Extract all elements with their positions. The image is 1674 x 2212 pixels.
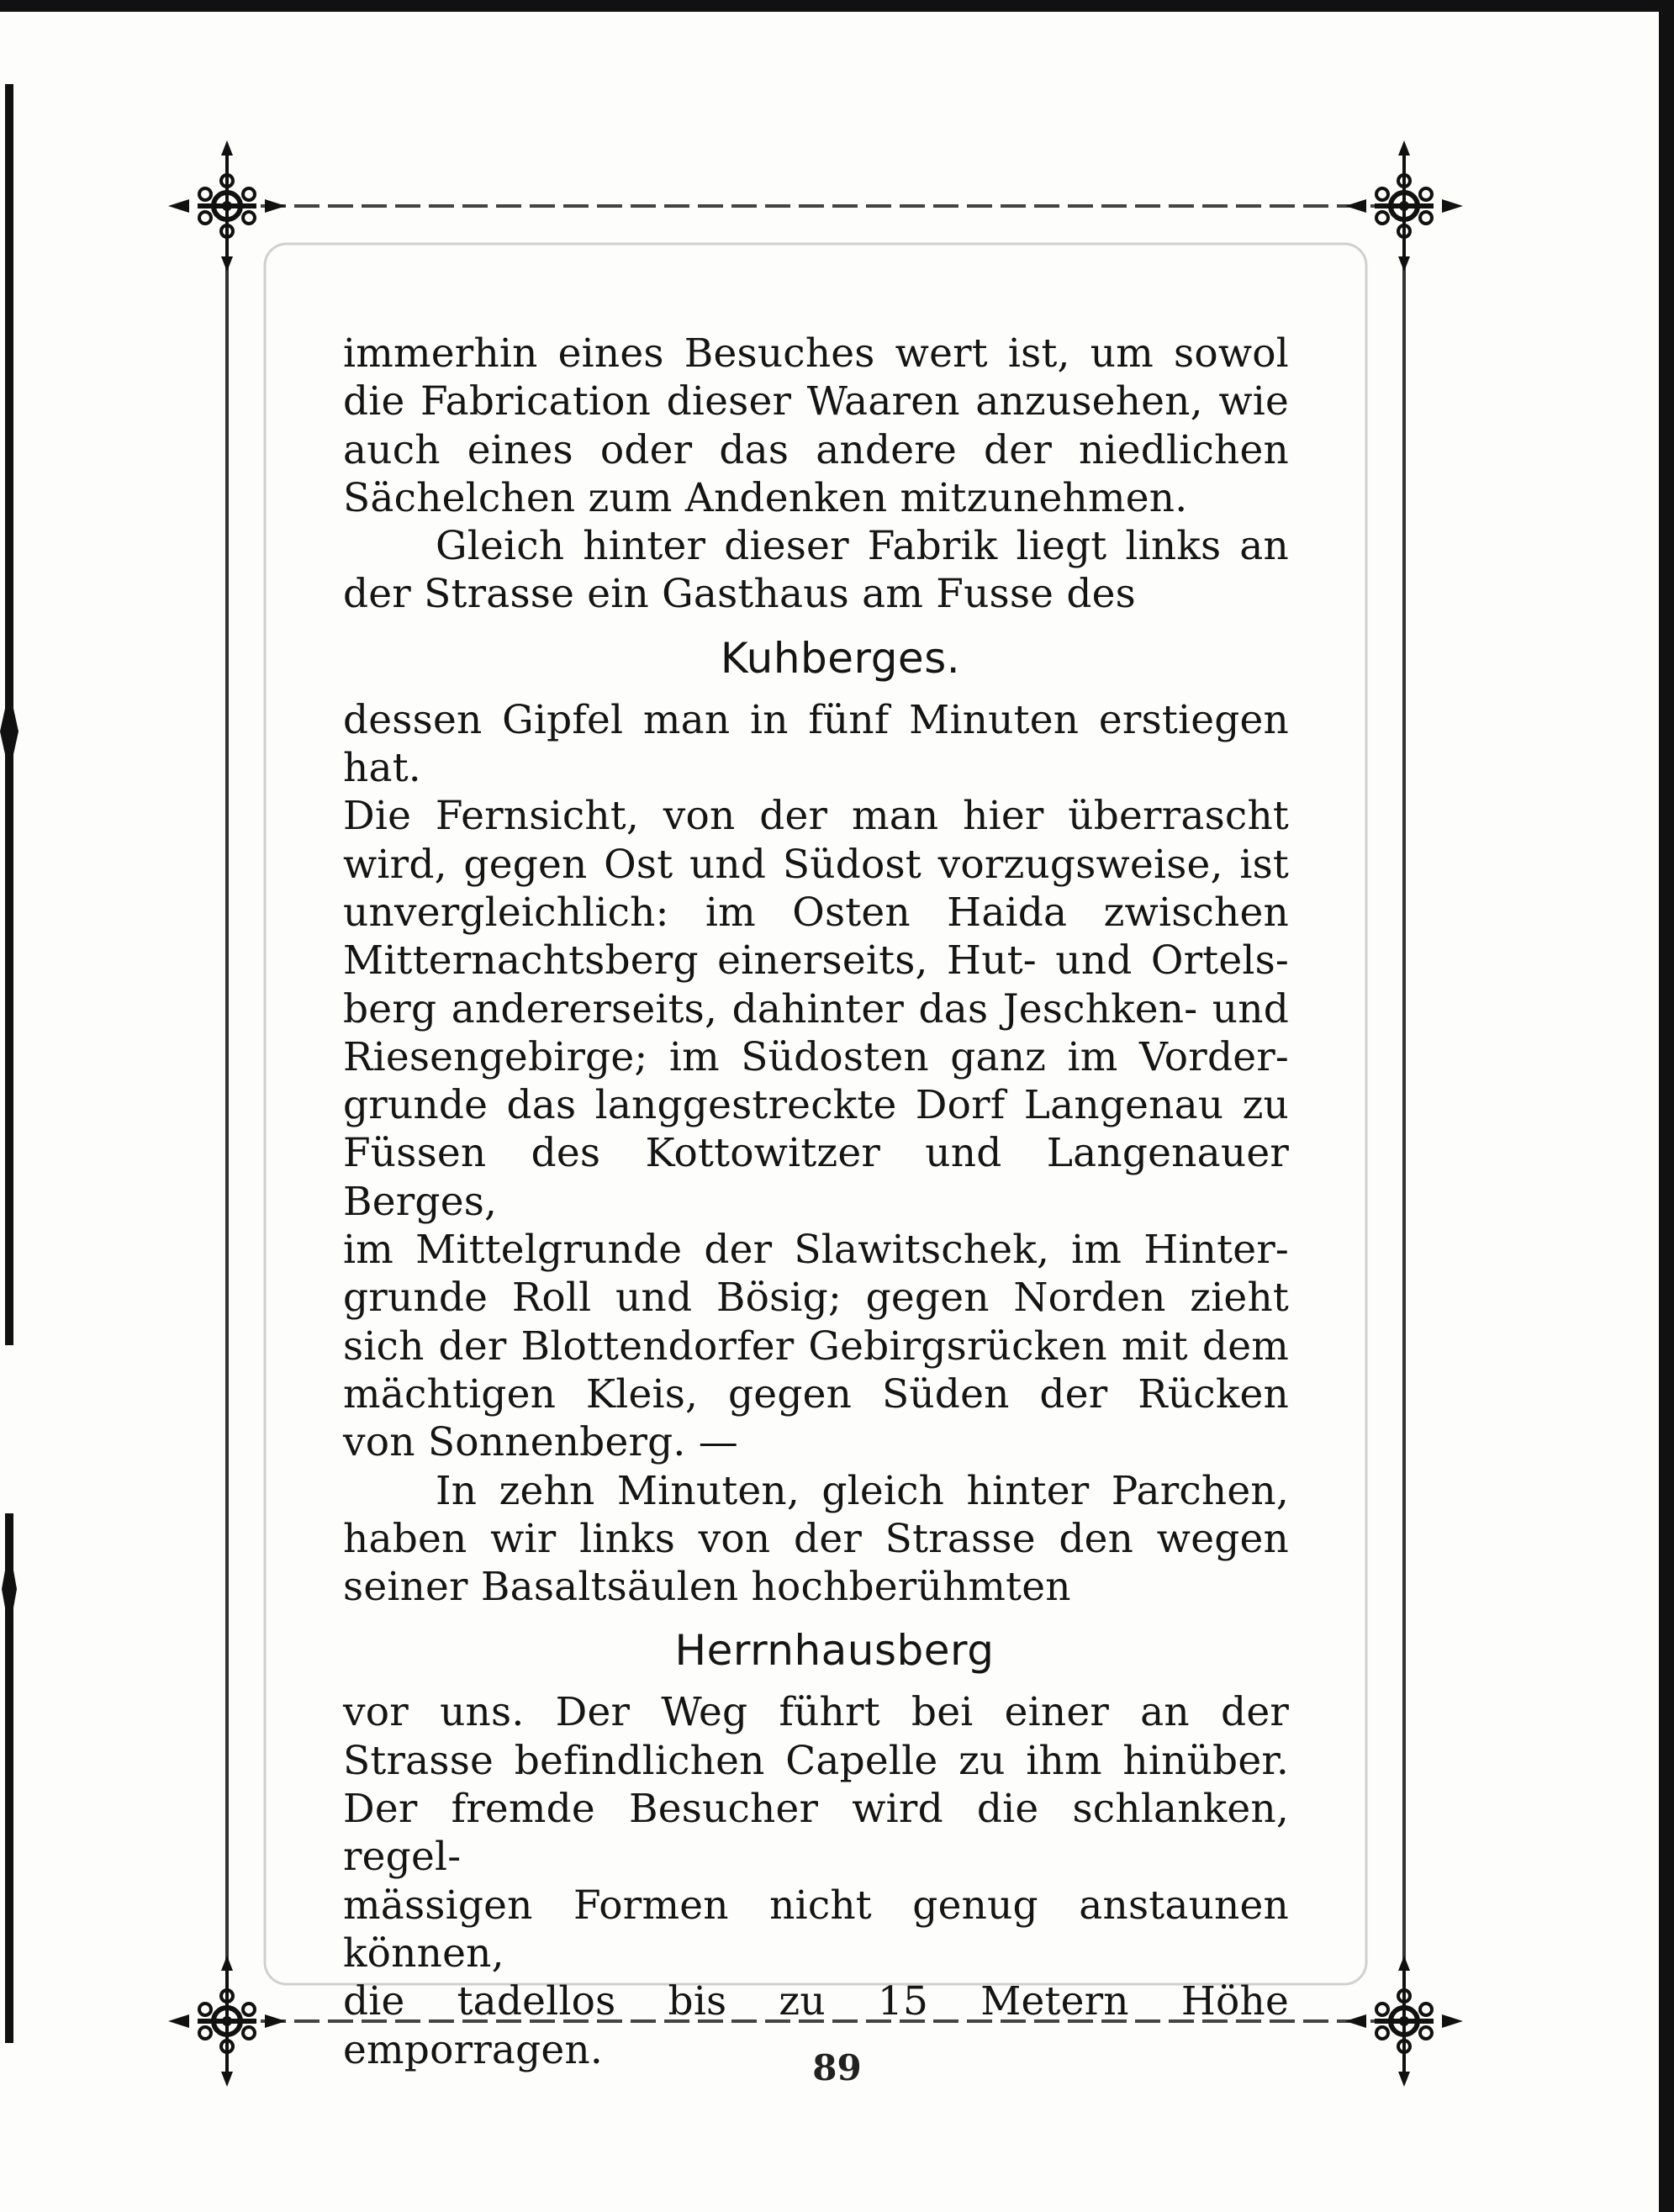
text-line: berg andererseits, dahinter das Jeschken- und <box>343 985 1289 1032</box>
paragraph <box>343 330 1289 522</box>
text-line: In zehn Minuten, gleich hinter Parchen, <box>436 1467 1289 1514</box>
text-line: Die Fernsicht, von der man hier überrascht <box>343 793 1289 840</box>
text-line: Füssen des Kottowitzer und Langenauer Berges, <box>343 1130 1289 1225</box>
scan-right-edge <box>1659 0 1674 2212</box>
text-line: Mitternachtsberg einerseits, Hut- und Ortels- <box>343 937 1289 985</box>
text-line: Riesengebirge; im Südosten ganz im Vorder- <box>343 1033 1289 1080</box>
text-line: grunde das langgestreckte Dorf Langenau zu <box>343 1082 1289 1129</box>
text-line: vor uns. Der Weg führt bei einer an der <box>343 1689 1289 1736</box>
text-line: Strasse befindlichen Capelle zu ihm hinüber. <box>343 1737 1289 1784</box>
text-line: unvergleichlich: im Osten Haida zwischen <box>343 889 1289 936</box>
book-binding <box>0 0 25 2212</box>
scan-top-edge <box>0 0 1674 12</box>
text-line: immerhin eines Besuches wert ist, um sowol <box>343 330 1289 377</box>
paragraph <box>343 1688 1289 2073</box>
text-line: dessen Gipfel man in fünf Minuten erstiegen hat. <box>343 696 1289 792</box>
text-line: grunde Roll und Bösig; gegen Norden zieht <box>343 1275 1289 1322</box>
text-line: von Sonnenberg. — <box>343 1419 738 1466</box>
text-line: haben wir links von der Strasse den wegen <box>343 1515 1289 1562</box>
paragraph <box>343 696 1289 1467</box>
text-line: Der fremde Besucher wird die schlanken, regel- <box>343 1786 1289 1881</box>
text-line: die Fabrication dieser Waaren anzusehen, wie <box>343 378 1289 425</box>
text-line: mässigen Formen nicht genug anstaunen können, <box>343 1882 1289 1977</box>
text-line: wird, gegen Ost und Südost vorzugsweise, ist <box>343 841 1289 888</box>
text-line: mächtigen Kleis, gegen Süden der Rücken <box>343 1370 1289 1417</box>
page-body <box>343 330 1289 2074</box>
text-line: im Mittelgrunde der Slawitschek, im Hinter- <box>343 1227 1289 1274</box>
text-line: Sächelchen zum Andenken mitzunehmen. <box>343 474 1188 521</box>
section-heading: Herrnhausberg <box>674 1626 995 1676</box>
text-line: auch eines oder das andere der niedlichen <box>343 426 1289 473</box>
paragraph <box>343 522 1289 619</box>
text-line: sich der Blottendorfer Gebirgsrücken mit dem <box>343 1322 1289 1370</box>
text-line: der Strasse ein Gasthaus am Fusse des <box>343 571 1136 618</box>
paragraph <box>343 1467 1289 1612</box>
section-heading: Kuhberges. <box>720 633 961 683</box>
text-line: die tadellos bis zu 15 Metern Höhe emporragen. <box>343 1978 1289 2073</box>
text-line: Gleich hinter dieser Fabrik liegt links an <box>436 523 1289 570</box>
text-line: seiner Basaltsäulen hochberühmten <box>343 1564 1071 1611</box>
page-number: 89 <box>812 2047 862 2088</box>
